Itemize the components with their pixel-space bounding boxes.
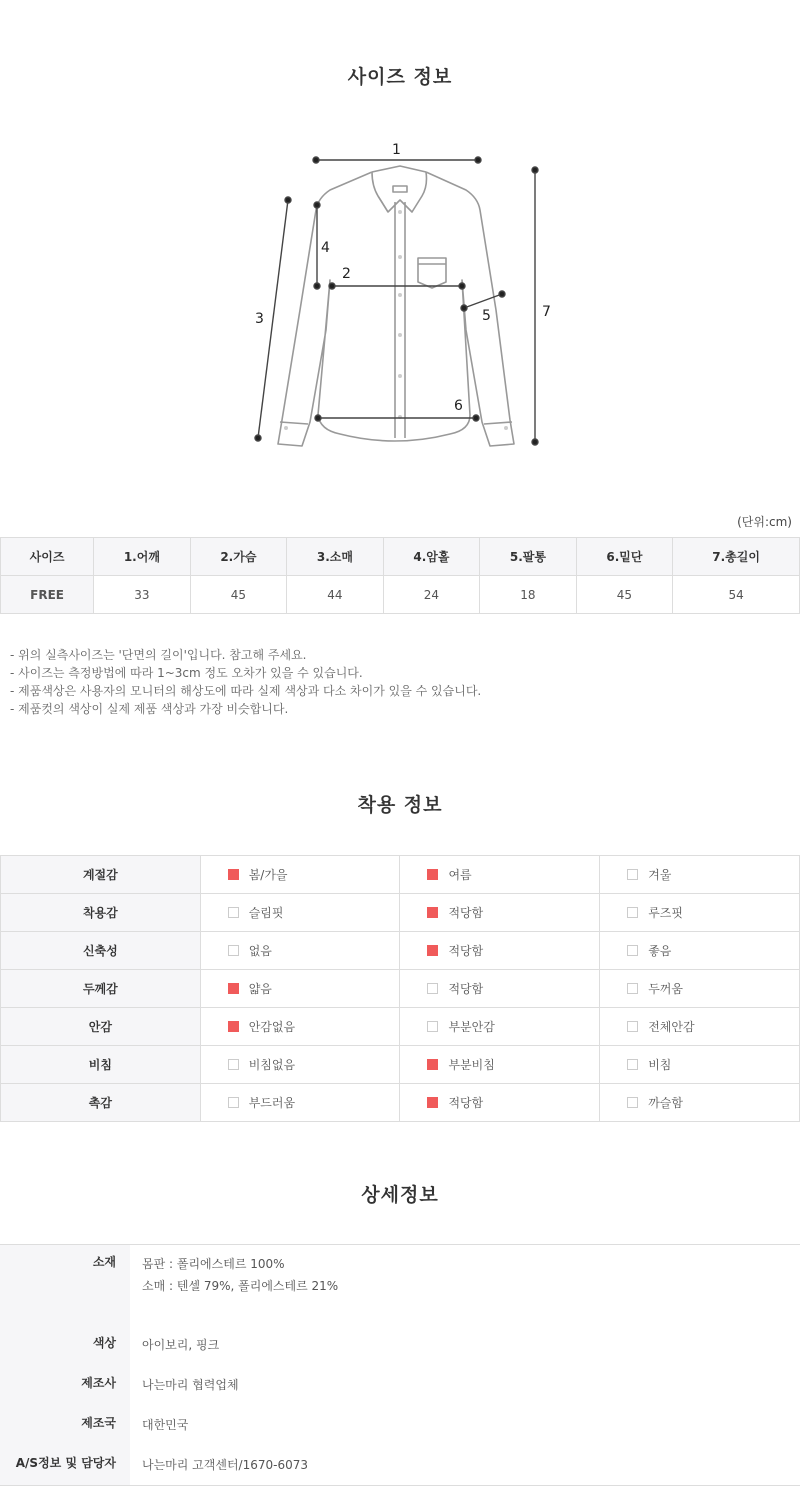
diagram-label-5: 5 [482,308,491,324]
checked-box-icon [427,869,438,880]
diagram-label-3: 3 [255,311,264,327]
fit-option-label: 비침 [648,1058,672,1072]
fit-option [400,970,600,1008]
fit-row-label: 신축성 [1,932,201,970]
unchecked-box-icon [627,1021,638,1032]
checked-box-icon [427,945,438,956]
fit-option-label: 루즈핏 [648,906,683,920]
table-row [1,1008,800,1046]
fit-option [400,1046,600,1084]
unchecked-box-icon [228,1059,239,1070]
fit-option-label: 부드러움 [248,1096,296,1110]
note-line: - 제품색상은 사용자의 모니터의 해상도에 따라 실제 색상과 다소 차이가 있을 수 있습니다. [10,684,482,698]
fit-row-label: 두께감 [1,970,201,1008]
table-cell: 45 [576,576,673,614]
table-row [1,894,800,932]
detail-row [0,1245,800,1325]
detail-value [130,1325,800,1365]
table-cell: 44 [287,576,384,614]
size-table-header [1,538,800,576]
table-row [1,1046,800,1084]
detail-value [130,1445,800,1485]
fit-row-label: 계절감 [1,856,201,894]
fit-option-label: 없음 [248,944,272,958]
fit-option [400,856,600,894]
fit-option-label: 부분비침 [448,1058,495,1072]
fit-option-label: 얇음 [248,982,272,996]
size-table [0,537,800,614]
unchecked-box-icon [627,869,638,880]
note-line: - 제품컷의 색상이 실제 제품 색상과 가장 비슷합니다. [10,702,289,716]
fit-option-label: 봄/가을 [248,868,288,882]
header-arm-width: 5.팔통 [480,538,577,576]
unchecked-box-icon [627,945,638,956]
detail-row [0,1365,800,1405]
unchecked-box-icon [627,1059,638,1070]
checked-box-icon [427,1059,438,1070]
detail-info-title: 상세정보 [361,1184,439,1206]
fit-option [600,932,800,970]
fit-option-label: 부분안감 [448,1020,495,1034]
detail-value-line: 아이보리, 핑크 [142,1338,220,1352]
unchecked-box-icon [627,1097,638,1108]
fit-option [600,1008,800,1046]
fit-option [200,1084,400,1122]
fit-table [0,855,800,1122]
fit-option [200,1008,400,1046]
fit-option [200,932,400,970]
table-row [1,856,800,894]
fit-option-label: 적당함 [448,906,484,920]
fit-option-label: 비침없음 [248,1058,296,1072]
fit-option-label: 슬림핏 [248,906,284,920]
measurement-lines [255,157,538,445]
diagram-label-6: 6 [454,398,463,414]
fit-option [400,1008,600,1046]
unchecked-box-icon [228,907,239,918]
unit-label: (단위:cm) [737,515,792,529]
detail-row [0,1405,800,1445]
note-line: - 사이즈는 측정방법에 따라 1~3cm 정도 오차가 있을 수 있습니다. [10,666,363,680]
detail-row [0,1325,800,1365]
detail-label: 제조사 [0,1365,130,1405]
header-size: 사이즈 [1,538,94,576]
checked-box-icon [427,907,438,918]
header-hem: 6.밑단 [576,538,673,576]
header-armhole: 4.암홀 [383,538,480,576]
fit-option-label: 겨울 [648,868,672,882]
header-shoulder: 1.어깨 [94,538,191,576]
header-total-length: 7.총길이 [673,538,800,576]
detail-value [130,1365,800,1405]
table-row [1,932,800,970]
fit-option [200,970,400,1008]
table-cell: 24 [383,576,480,614]
checked-box-icon [427,1097,438,1108]
unchecked-box-icon [627,907,638,918]
fit-option-label: 안감없음 [248,1020,296,1034]
detail-row [0,1445,800,1485]
fit-option [600,894,800,932]
fit-info-title: 착용 정보 [357,794,443,816]
table-row [1,576,800,614]
table-cell: 18 [480,576,577,614]
table-cell: 54 [673,576,800,614]
detail-value-line: 소매 : 텐셀 79%, 폴리에스테르 21% [142,1279,339,1293]
fit-option [200,856,400,894]
fit-option [400,894,600,932]
table-cell: 45 [190,576,287,614]
diagram-label-4: 4 [321,240,330,256]
unchecked-box-icon [627,983,638,994]
table-row [1,970,800,1008]
size-info-title: 사이즈 정보 [347,66,453,88]
detail-table [0,1244,800,1486]
fit-option-label: 적당함 [448,944,484,958]
fit-option [200,894,400,932]
checked-box-icon [228,983,239,994]
size-notes [10,646,481,718]
detail-value [130,1405,800,1445]
shirt-measurement-diagram [230,130,570,460]
fit-option [600,1084,800,1122]
size-name: FREE [1,576,94,614]
diagram-label-1: 1 [392,142,401,158]
detail-label: 색상 [0,1325,130,1365]
detail-label: 제조국 [0,1405,130,1445]
fit-option-label: 두꺼움 [648,982,683,996]
fit-option-label: 좋음 [648,944,672,958]
fit-row-label: 비침 [1,1046,201,1084]
fit-option-label: 까슬함 [648,1096,683,1110]
detail-value-line: 대한민국 [142,1418,189,1432]
detail-label: 소재 [0,1245,130,1325]
unchecked-box-icon [427,1021,438,1032]
fit-option-label: 적당함 [448,1096,484,1110]
detail-value [130,1245,800,1325]
unchecked-box-icon [228,1097,239,1108]
detail-value-line: 나는마리 고객센터/1670-6073 [142,1458,309,1472]
fit-option [600,970,800,1008]
table-row [1,1084,800,1122]
checked-box-icon [228,1021,239,1032]
header-chest: 2.가슴 [190,538,287,576]
unchecked-box-icon [427,983,438,994]
fit-option [600,1046,800,1084]
checked-box-icon [228,869,239,880]
diagram-label-7: 7 [542,304,551,320]
note-line: - 위의 실측사이즈는 '단면의 길이'입니다. 참고해 주세요. [10,648,307,662]
fit-row-label: 촉감 [1,1084,201,1122]
diagram-label-2: 2 [342,266,351,282]
fit-option [400,932,600,970]
fit-option-label: 전체안감 [648,1020,695,1034]
shirt-outline [278,166,514,446]
header-sleeve: 3.소매 [287,538,384,576]
fit-row-label: 착용감 [1,894,201,932]
fit-option-label: 적당함 [448,982,484,996]
unchecked-box-icon [228,945,239,956]
detail-value-line: 몸판 : 폴리에스테르 100% [142,1257,285,1271]
fit-option [600,856,800,894]
detail-label: A/S정보 및 담당자 [0,1445,130,1485]
fit-option [400,1084,600,1122]
fit-option [200,1046,400,1084]
fit-row-label: 안감 [1,1008,201,1046]
fit-option-label: 여름 [448,868,472,882]
detail-value-line: 나는마리 협력업체 [142,1378,239,1392]
table-cell: 33 [94,576,191,614]
